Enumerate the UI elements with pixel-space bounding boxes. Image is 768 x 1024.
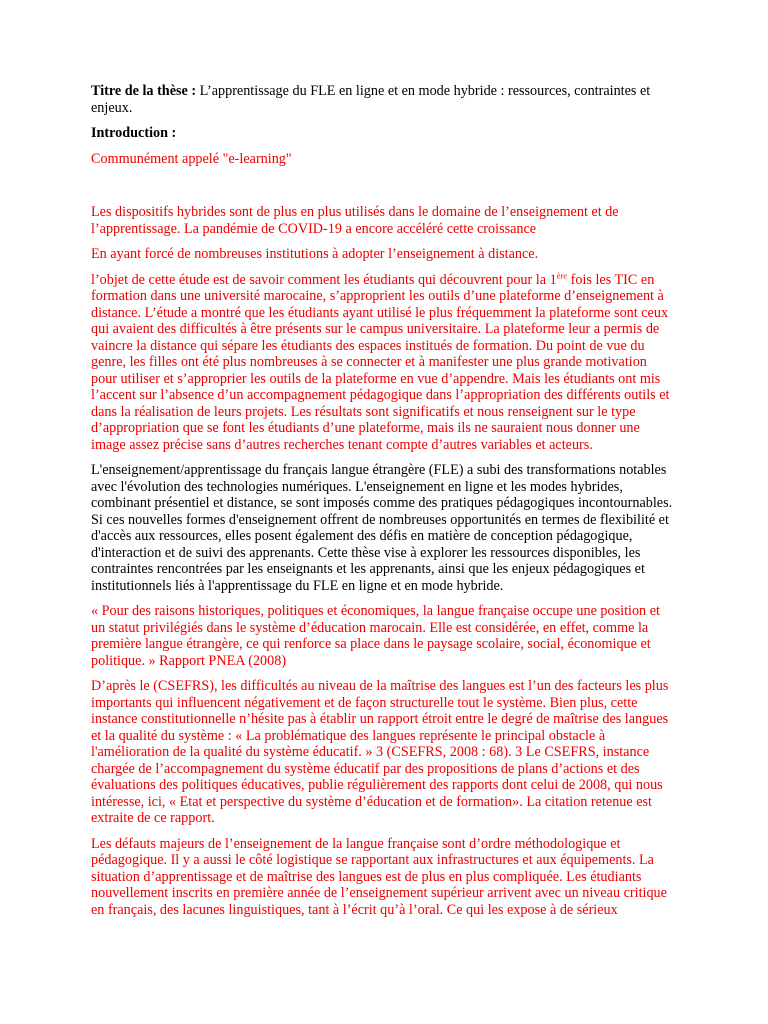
introduction-heading: Introduction : [91,125,177,141]
paragraph-fle-context: L'enseignement/apprentissage du français langue étrangère (FLE) a subi des transformations notables avec l'évolution des technologies numériques. L'enseignement en ligne et les modes hybrides, combinant présentiel et distance, se sont imposés comme des pratiques pédagogiques incontournables. Si ces nouvelles formes d'enseignement offrent de nombreuses opportunités en termes de flexibilité et d'accès aux ressources, elles posent également des défis en matière de conception pédagogique, d'interaction et de suivi des apprenants. Cette thèse vise à explorer les ressources disponibles, les contraintes rencontrées par les enseignants et les apprenants, ainsi que les enjeux pédagogiques et institutionnels liés à l'apprentissage du FLE en ligne et en mode hybride. [91,462,673,594]
paragraph-study-object [91,269,673,454]
intro-phrase: Communément appelé "e-learning" [91,150,292,167]
study-text-part2: fois les TIC en formation dans une université marocaine, s’approprient les outils d’une plateforme d’enseignement à distance. L’étude a montré que les étudiants ayant utilisé le plus fréquemment la plateforme sont ceux qui avaient des difficultés à être présents sur le campus universitaire. La plateforme leur a permis de vaincre la distance qui sépare les étudiants des espaces institués de formation. Du point de vue du genre, les filles ont été plus nombreuses à se connecter et à manifester une plus grande motivation pour utiliser et s’approprier les outils de la plateforme en vue d’appendre. Mais les étudiants ont mis l’accent sur l’absence d’un accompagnement pédagogique dans l’appropriation des différents outils et dans la réalisation de leurs projets. Les résultats sont significatifs et nous renseignent sur le type d’appropriation que se font les étudiants d’une plateforme, mais ils ne sauraient nous donner une image assez précise sans d’autres recherches tenant compte d’autres variables et acteurs. [91,271,670,453]
document-page [91,83,673,918]
paragraph-major-defects: Les défauts majeurs de l’enseignement de la langue française sont d’ordre méthodologique et pédagogique. Il y a aussi le côté logistique se rapportant aux infrastructures et aux équipements. La situation d’apprentissage et de maîtrise des langues est de plus en plus compliquée. Les étudiants nouvellement inscrits en première année de l’enseignement supérieur arrivent avec un niveau critique en français, des lacunes linguistiques, tant à l’écrit qu’à l’oral. Ce qui les expose à de sérieux [91,835,667,918]
paragraph-distance-learning: En ayant forcé de nombreuses institutions à adopter l’enseignement à distance. [91,246,539,262]
thesis-title-label: Titre de la thèse : [91,83,197,99]
study-text-part1: l’objet de cette étude est de savoir comment les étudiants qui découvrent pour la 1 [91,271,557,288]
paragraph-csefrs: D’après le (CSEFRS), les difficultés au niveau de la maîtrise des langues est l’un des facteurs les plus importants qui influencent négativement et de façon structurelle tout le système. Bien plus, cette instance constitutionnelle n’hésite pas à établir un rapport étroit entre le degré de maîtrise des langues et la qualité du système : « La problématique des langues représente le principal obstacle à l'amélioration de la qualité du système éducatif. » 3 (CSEFRS, 2008 : 68). 3 Le CSEFRS, instance chargée de l’accompagnement du système éducatif par des propositions de plans d’actions et des évaluations des politiques éducatives, publie régulièrement des rapports dont celui de 2008, qui nous intéresse, ici, « Etat et perspective du système d’éducation et de formation». La citation retenue est extraite de ce rapport. [91,678,669,826]
paragraph-hybrid-devices: Les dispositifs hybrides sont de plus en plus utilisés dans le domaine de l’enseignement et de l’apprentissage. La pandémie de COVID-19 a encore accéléré cette croissance [91,204,619,237]
paragraph-pnea-quote: « Pour des raisons historiques, politiques et économiques, la langue française occupe une position et un statut privilégiés dans le système d’éducation marocain. Elle est considérée, en effet, comme la première langue étrangère, ce qui renforce sa place dans le paysage scolaire, social, économique et politique. » Rapport PNEA (2008) [91,603,660,669]
study-superscript: ère [556,269,568,280]
thesis-title [91,83,673,116]
thesis-title-text: L’apprentissage du FLE en ligne et en mode hybride : ressources, contraintes et enjeux. [91,83,651,116]
